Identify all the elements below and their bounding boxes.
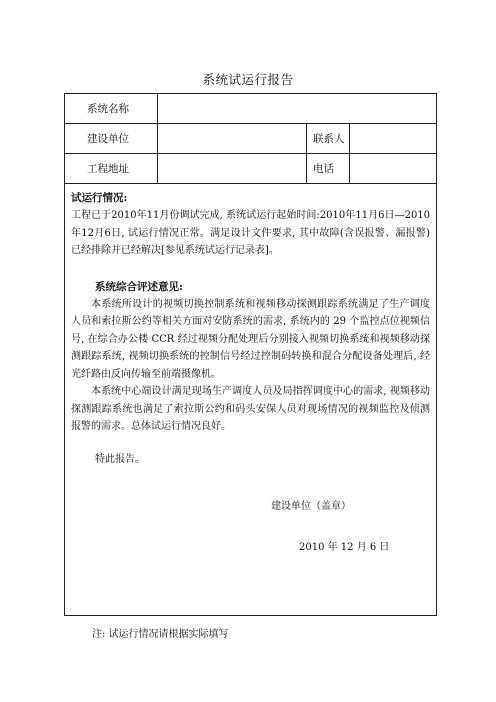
phone-field[interactable] [350,154,437,184]
address-row [65,154,437,184]
system-name-label: 系统名称 [65,94,158,124]
closing-text: 特此报告。 [95,453,145,465]
evaluation-paragraph-2: 本系统中心端设计满足现场生产调度人员及局指挥调度中心的需求, 视频移动探测跟踪系统也满足了索拉斯公约和码头安保人员对现场情况的视频监控及侦测报警的需求。总体试运行情况良好。 [71,386,431,432]
report-form [64,93,437,616]
report-content [65,184,437,616]
builder-field[interactable] [158,124,307,154]
page-title: 系统试运行报告 [202,72,294,87]
system-name-row [65,94,437,124]
builder-label: 建设单位 [65,124,158,154]
trial-heading: 试运行情况: [71,192,128,204]
system-name-field[interactable] [158,94,437,124]
signer-line: 建设单位（盖章） [271,500,351,512]
content-row [65,184,437,616]
address-field[interactable] [158,154,307,184]
evaluation-heading: 系统综合评述意见: [95,280,183,293]
contact-field[interactable] [350,124,437,154]
footnote: 注: 试运行情况请根据实际填写 [92,629,229,640]
phone-label: 电话 [307,154,350,184]
trial-text: 工程已于2010年11月份调试完成, 系统试运行起始时间:2010年11月6日—2010年12月6日, 试运行情况正常。满足设计文件要求, 其中故障(含误报警、漏报警)已经排除并已经解决[参见系统试运行记录表]。 [71,210,431,256]
contact-label: 联系人 [307,124,350,154]
builder-row [65,124,437,154]
address-label: 工程地址 [65,154,158,184]
report-date: 2010 年 12 月 6 日 [299,541,390,553]
evaluation-paragraph-1: 本系统所设计的视频切换控制系统和视频移动探测跟踪系统满足了生产调度人员和索拉斯公约等相关方面对安防系统的需求, 系统内的 29 个监控点位视频信号, 在综合办公楼 CCR 经过视频分配处理后分别接入视频切换系统和视频移动探测跟踪系统, 视频切换系统的控制信号经过控制码转换和混合分配设备处理后, 经光纤路由反向传输至前端摄像机。 [71,298,431,380]
